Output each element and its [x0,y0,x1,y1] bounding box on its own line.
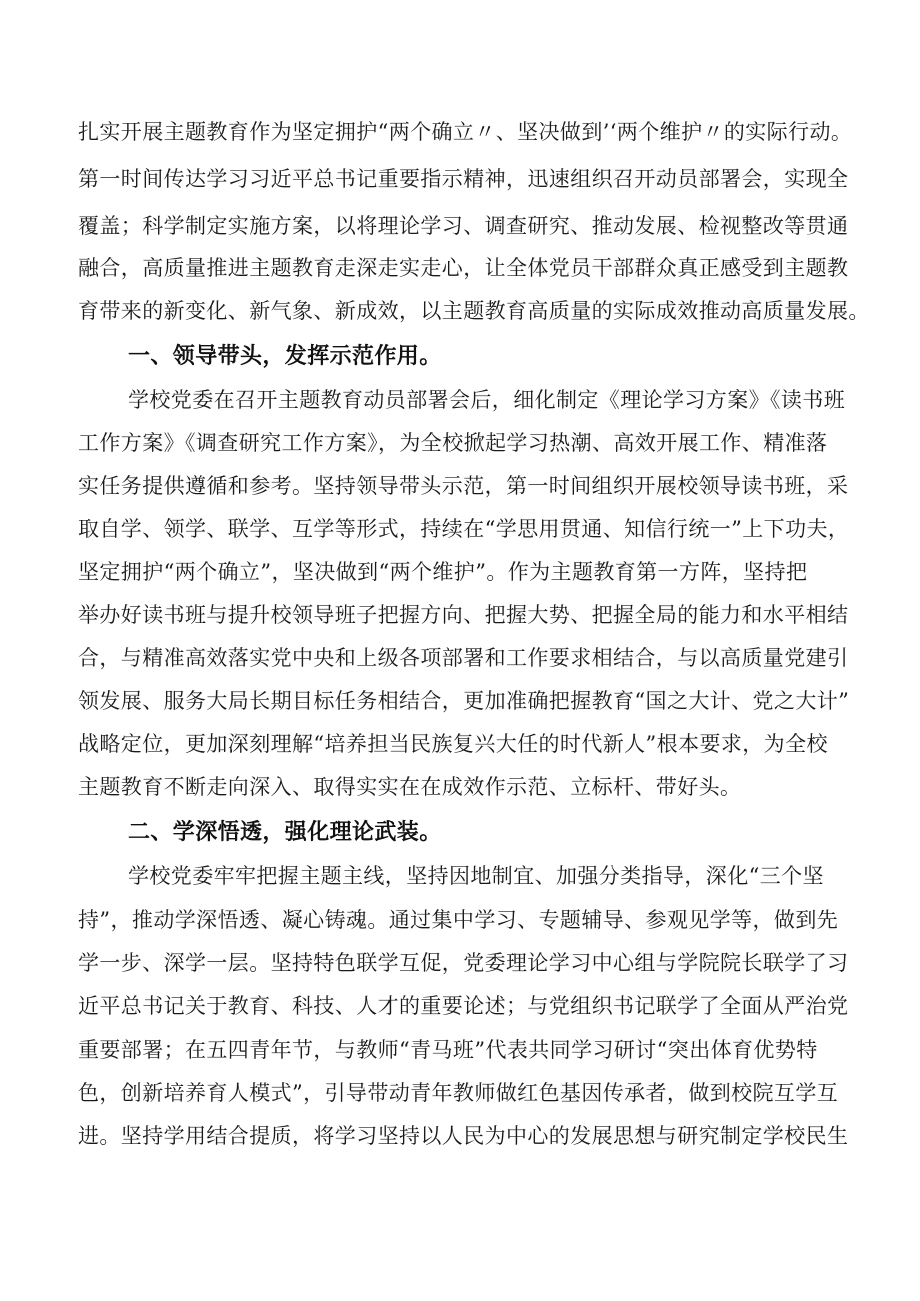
section-1-line-4: 取自学、领学、联学、互学等形式，持续在“学思用贯通、知信行统一”上下功夫， [78,517,850,541]
section-1-heading: 一、领导带头，发挥示范作用。 [128,344,442,369]
section-1-line-6: 举办好读书班与提升校领导班子把握方向、把握大势、把握全局的能力和水平相结 [78,603,849,627]
section-2-line-1: 学校党委牢牢把握主题主线，坚持因地制宜、加强分类指导，深化“三个坚 [128,864,824,888]
section-2-line-7: 进。坚持学用结合提质，将学习坚持以人民为中心的发展思想与研究制定学校民生 [78,1124,849,1148]
section-2-line-2: 持”，推动学深悟透、凝心铸魂。通过集中学习、专题辅导、参观见学等，做到先 [78,908,839,932]
section-1-line-5: 坚定拥护“两个确立”，坚决做到“两个维护”。作为主题教育第一方阵，坚持把 [78,560,808,584]
section-1-line-2: 工作方案》《调查研究工作方案》，为全校掀起学习热潮、高效开展工作、精准落 [78,431,828,455]
section-1-line-1: 学校党委在召开主题教育动员部署会后，细化制定《理论学习方案》《读书班 [128,388,846,412]
section-1-line-9: 战略定位，更加深刻理解“培养担当民族复兴大任的时代新人”根本要求，为全校 [78,732,828,756]
section-1-line-3: 实任务提供遵循和参考。坚持领导带头示范，第一时间组织开展校领导读书班，采 [78,474,849,498]
intro-line-4: 融合，高质量推进主题教育走深走实走心，让全体党员干部群众真正感受到主题教 [78,256,849,280]
section-1-line-7: 合，与精准高效落实党中央和上级各项部署和工作要求相结合，与以高质量党建引 [78,646,849,670]
intro-line-2: 第一时间传达学习习近平总书记重要指示精神，迅速组织召开动员部署会，实现全 [78,167,849,191]
section-2-line-4: 近平总书记关于教育、科技、人才的重要论述；与党组织书记联学了全面从严治党 [78,994,849,1018]
section-2-line-3: 学一步、深学一层。坚持特色联学互促，党委理论学习中心组与学院院长联学了习 [78,951,849,975]
intro-line-1: 扎实开展主题教育作为坚定拥护“两个确立〃、坚决做到’‘两个维护〃的实际行动。 [78,120,853,144]
section-2-line-5: 重要部署；在五四青年节，与教师“青马班”代表共同学习研讨“突出体育优势特 [78,1038,818,1062]
intro-line-3: 覆盖；科学制定实施方案，以将理论学习、调查研究、推动发展、检视整改等贯通 [78,214,849,238]
intro-line-5: 育带来的新变化、新气象、新成效，以主题教育高质量的实际成效推动高质量发展。 [78,299,870,323]
section-2-line-6: 色，创新培养育人模式”，引导带动青年教师做红色基因传承者，做到校院互学互 [78,1081,839,1105]
section-1-line-10: 主题教育不断走向深入、取得实实在在成效作示范、立标杆、带好头。 [78,775,742,799]
section-1-line-8: 领发展、服务大局长期目标任务相结合，更加准确把握教育“国之大计、党之大计” [78,689,850,713]
section-2-heading: 二、学深悟透，强化理论武装。 [128,820,442,845]
